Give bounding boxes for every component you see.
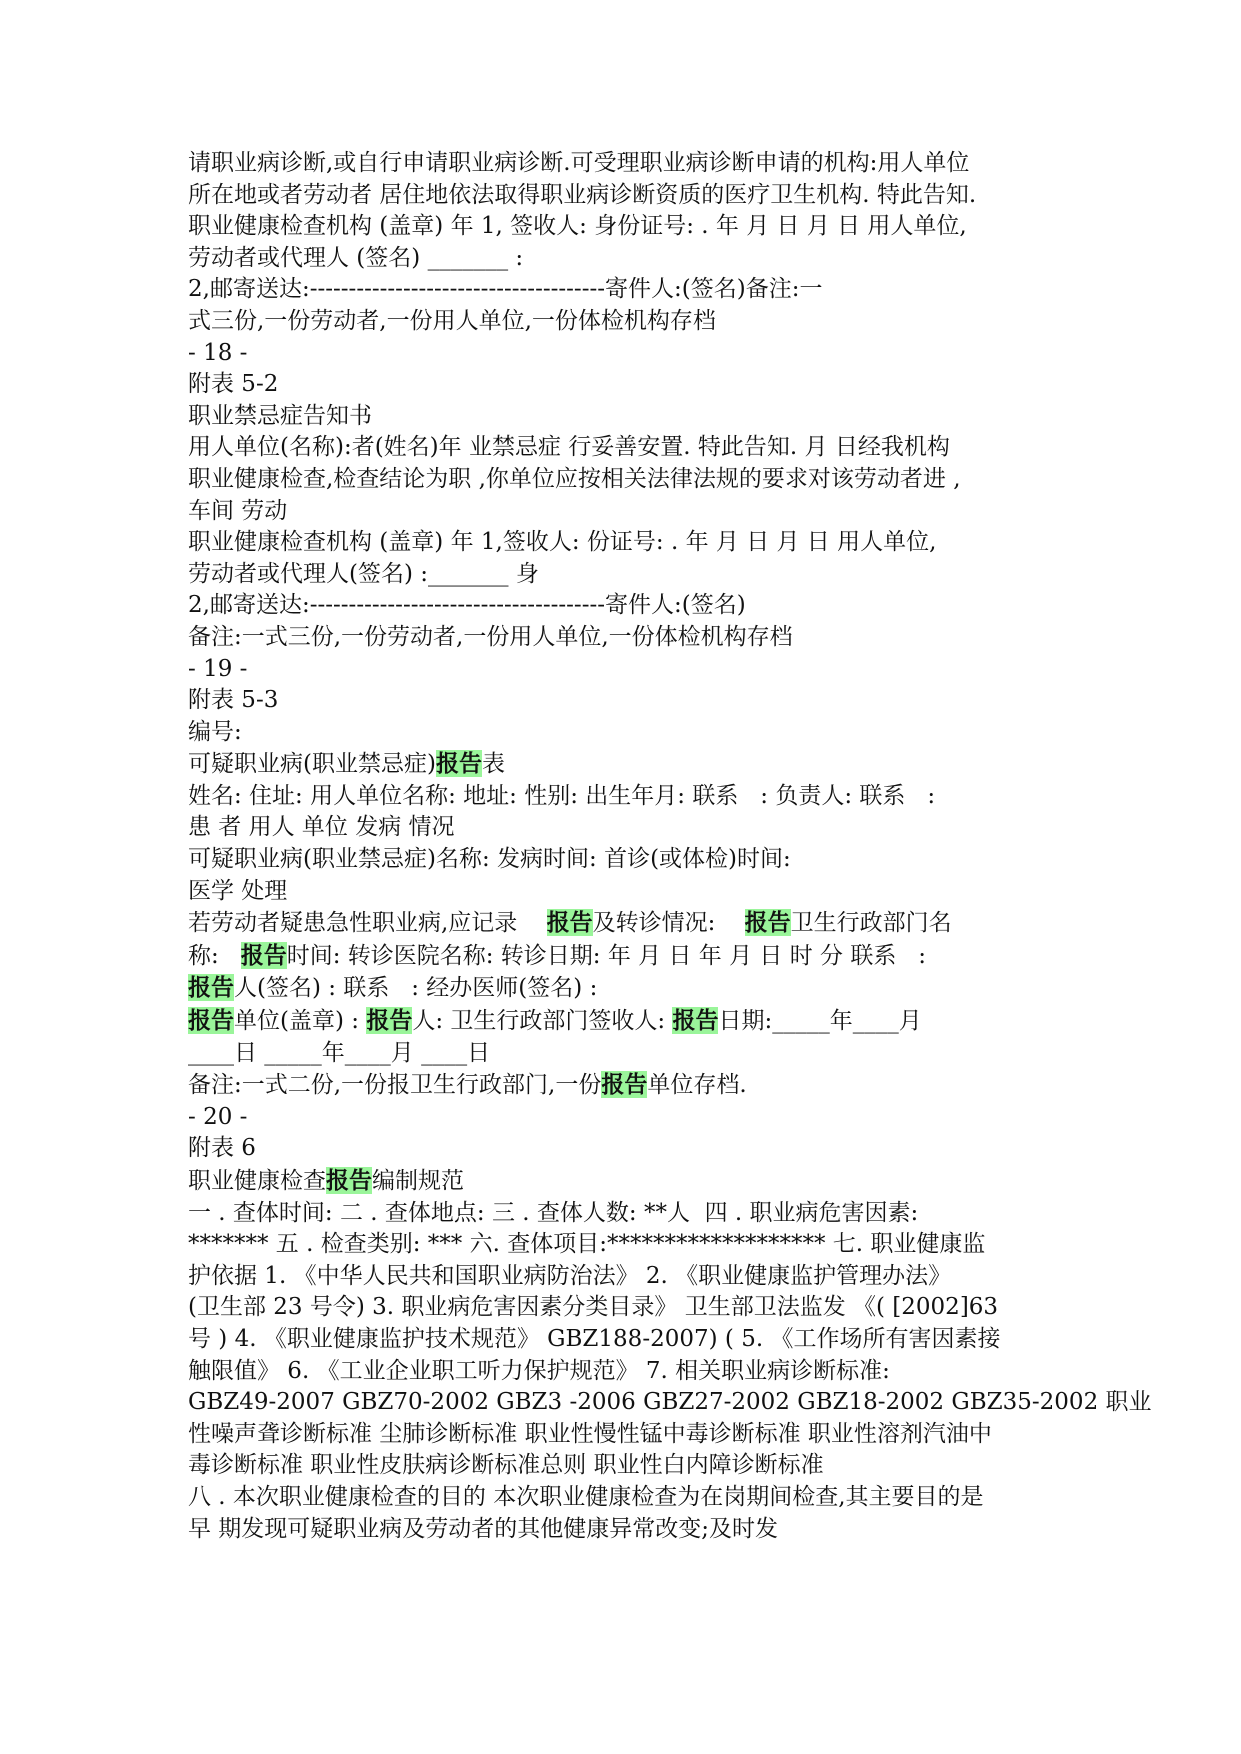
text-line (188, 180, 1108, 212)
text-line (188, 148, 1108, 180)
text-segment: 时间: 转诊医院名称: 转诊日期: 年 月 日 年 月 日 时 分 联系 : (286, 942, 927, 969)
text-segment: 用人单位(名称):者(姓名)年 业禁忌症 行妥善安置. 特此告知. 月 日经我机构 (188, 434, 950, 461)
text-segment: 附表 6 (188, 1135, 256, 1162)
text-line (188, 1324, 1108, 1356)
text-segment: 日期:_____年____月 (718, 1008, 922, 1035)
text-line (188, 1292, 1108, 1324)
highlighted-term: 报告 (366, 1007, 413, 1035)
text-segment: 若劳动者疑患急性职业病,应记录 (188, 910, 547, 937)
text-segment: 姓名: 住址: 用人单位名称: 地址: 性别: 出生年月: 联系 : 负责人: 联系 : (188, 782, 936, 809)
text-line (188, 1261, 1108, 1293)
text-segment: 2,邮寄送达:--------------------------------------寄件人:(签名)备注:一 (188, 276, 823, 303)
text-line (188, 1133, 1108, 1165)
text-line (188, 211, 1108, 243)
text-segment: 触限值》 6. 《工业企业职工听力保护规范》 7. 相关职业病诊断标准: (188, 1357, 890, 1384)
text-line (188, 1069, 1108, 1102)
text-segment: 人: 卫生行政部门签收人: (412, 1008, 673, 1035)
highlighted-term: 报告 (326, 1167, 372, 1194)
text-segment: 号 ) 4. 《职业健康监护技术规范》 GBZ188-2007) ( 5. 《工作场所有害因素接 (188, 1325, 1001, 1352)
text-segment: 编号: (188, 718, 242, 745)
text-line (188, 1482, 1108, 1514)
text-segment: 人(签名) : 联系 : 经办医师(签名) : (234, 975, 598, 1002)
text-segment: 单位存档. (647, 1072, 747, 1099)
highlighted-term: 报告 (672, 1007, 719, 1035)
text-segment: 式三份,一份劳动者,一份用人单位,一份体检机构存档 (188, 307, 716, 334)
text-segment: - 19 - (188, 655, 248, 682)
text-line (188, 432, 1108, 464)
text-segment: 编制规范 (372, 1168, 464, 1194)
text-line (188, 1356, 1108, 1388)
text-segment: 称: (188, 942, 241, 969)
text-line (188, 1387, 1152, 1419)
text-segment: 职业健康检查机构 (盖章) 年 1, 签收人: 身份证号: . 年 月 日 月 日 用人单位, (188, 213, 967, 240)
text-segment: 职业健康检查机构 (盖章) 年 1,签收人: 份证号: . 年 月 日 月 日 用人单位, (188, 529, 937, 556)
text-segment: 一 . 查体时间: 二 . 查体地点: 三 . 查体人数: **人 四 . 职业病危害因素: (188, 1199, 919, 1226)
document-body (188, 148, 1152, 1545)
text-line (188, 622, 1108, 654)
text-segment: 职业禁忌症告知书 (188, 402, 372, 429)
text-line (188, 1005, 1108, 1038)
text-line (188, 685, 1108, 717)
text-segment: 劳动者或代理人(签名) :_______ 身 (188, 560, 539, 587)
text-line (188, 1419, 1108, 1451)
text-line (188, 527, 1108, 559)
text-line (188, 812, 1108, 844)
text-line (188, 1198, 1108, 1230)
text-segment: 护依据 1. 《中华人民共和国职业病防治法》 2. 《职业健康监护管理办法》 (188, 1262, 952, 1289)
text-segment: 可疑职业病(职业禁忌症) (188, 751, 436, 778)
highlighted-term: 报告 (601, 1071, 648, 1099)
text-segment: 医学 处理 (188, 877, 288, 904)
text-line (188, 1165, 1108, 1198)
text-line (188, 654, 1108, 686)
text-segment: 2,邮寄送达:--------------------------------------寄件人:(签名) (188, 592, 746, 619)
text-line (188, 496, 1108, 528)
text-segment: - 20 - (188, 1103, 248, 1130)
text-segment: 职业健康检查 (188, 1168, 326, 1194)
text-segment: 八 . 本次职业健康检查的目的 本次职业健康检查为在岗期间检查,其主要目的是 (188, 1483, 984, 1510)
text-segment: 卫生行政部门名 (790, 910, 952, 937)
text-line (188, 876, 1108, 908)
text-segment: 所在地或者劳动者 居住地依法取得职业病诊断资质的医疗卫生机构. 特此告知. (188, 181, 977, 208)
text-segment: ____日 _____年____月 ____日 (188, 1039, 491, 1066)
text-segment: ******* 五 . 检查类别: *** 六. 查体项目:******************* 七. 职业健康监 (188, 1231, 986, 1258)
text-segment: 附表 5-3 (188, 687, 279, 714)
text-line (188, 338, 1108, 370)
text-segment: 可疑职业病(职业禁忌症)名称: 发病时间: 首诊(或体检)时间: (188, 846, 791, 873)
text-line (188, 243, 1108, 275)
highlighted-term: 报告 (744, 909, 791, 937)
text-segment: 单位(盖章) : (234, 1008, 367, 1035)
text-segment: 备注:一式三份,一份劳动者,一份用人单位,一份体检机构存档 (188, 623, 793, 650)
highlighted-term: 报告 (240, 941, 287, 969)
text-segment: 备注:一式二份,一份报卫生行政部门,一份 (188, 1072, 602, 1099)
text-line (188, 907, 1108, 940)
text-segment: 劳动者或代理人 (签名) _______ : (188, 244, 524, 271)
text-segment: (卫生部 23 号令) 3. 职业病危害因素分类目录》 卫生部卫法监发 《( [2002]63 (188, 1294, 999, 1321)
text-line (188, 972, 1108, 1005)
text-segment: 请职业病诊断,或自行申请职业病诊断.可受理职业病诊断申请的机构:用人单位 (188, 150, 970, 176)
highlighted-term: 报告 (188, 1007, 234, 1035)
text-line (188, 1229, 1108, 1261)
text-segment: - 18 - (188, 339, 248, 366)
text-segment: 车间 劳动 (188, 497, 288, 524)
text-line (188, 590, 1108, 622)
text-segment: 表 (481, 751, 505, 778)
text-line (188, 1514, 1108, 1546)
text-segment: 患 者 用人 单位 发病 情况 (188, 814, 455, 841)
text-segment: 性噪声聋诊断标准 尘肺诊断标准 职业性慢性锰中毒诊断标准 职业性溶剂汽油中 (188, 1420, 992, 1447)
text-segment: 附表 5-2 (188, 371, 279, 398)
highlighted-term: 报告 (546, 909, 593, 937)
text-line (188, 369, 1108, 401)
text-segment: 早 期发现可疑职业病及劳动者的其他健康异常改变;及时发 (188, 1515, 779, 1542)
text-line (188, 1102, 1108, 1134)
text-segment: 及转诊情况: (592, 910, 745, 937)
text-line (188, 464, 1108, 496)
text-line (188, 274, 1108, 306)
text-line (188, 717, 1108, 749)
text-segment: GBZ49-2007 GBZ70-2002 GBZ3 -2006 GBZ27-2002 GBZ18-2002 GBZ35-2002 职业 (188, 1389, 1152, 1416)
text-line (188, 748, 1108, 781)
highlighted-term: 报告 (435, 750, 482, 778)
text-line (188, 559, 1108, 591)
text-line (188, 1450, 1108, 1482)
text-line (188, 781, 1108, 813)
text-line (188, 940, 1108, 973)
text-line (188, 306, 1108, 338)
highlighted-term: 报告 (188, 974, 234, 1002)
text-line (188, 1038, 1108, 1070)
text-line (188, 844, 1108, 876)
text-line (188, 401, 1108, 433)
text-segment: 职业健康检查,检查结论为职 ,你单位应按相关法律法规的要求对该劳动者进 , (188, 465, 961, 492)
text-segment: 毒诊断标准 职业性皮肤病诊断标准总则 职业性白内障诊断标准 (188, 1452, 824, 1479)
